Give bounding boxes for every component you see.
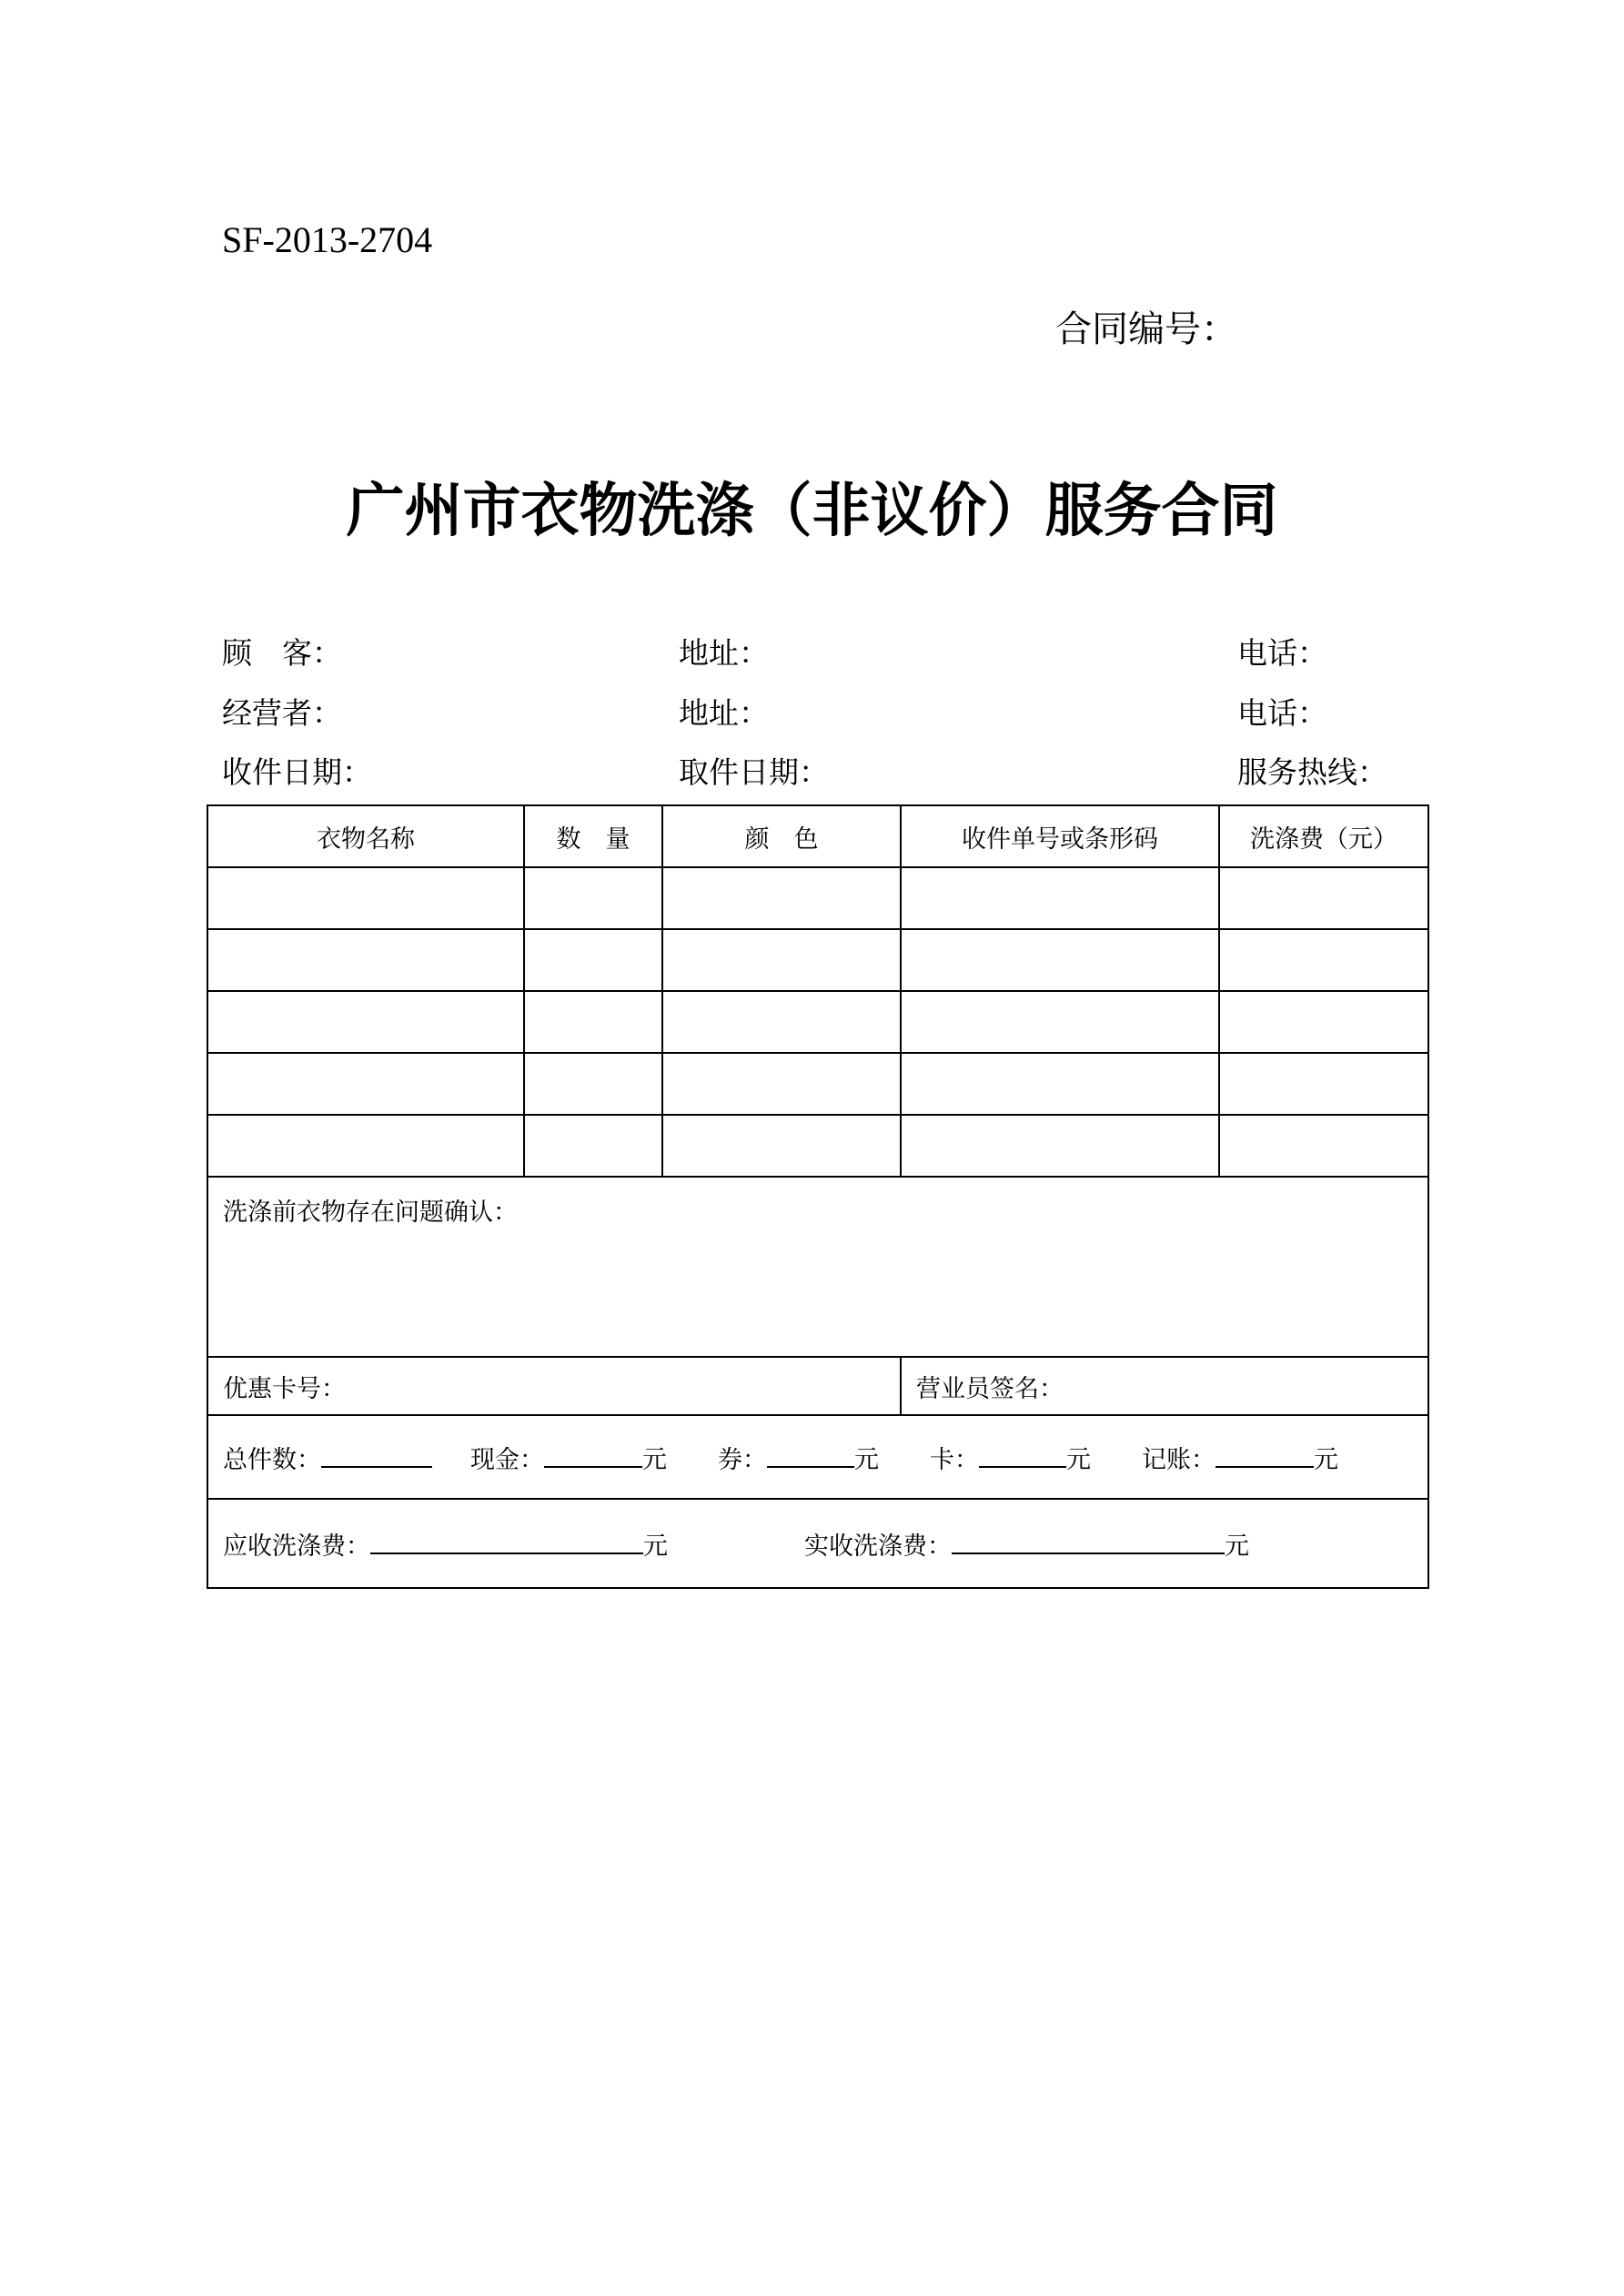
color-cell[interactable] (662, 929, 901, 991)
customer-label: 顾 客： (222, 635, 342, 671)
laundry-items-table (207, 804, 1429, 1589)
color-cell[interactable] (662, 1053, 901, 1115)
problem-confirmation-row (207, 1177, 1428, 1357)
payment-totals-row (207, 1415, 1428, 1499)
account-label: 记账： (1142, 1445, 1215, 1474)
problem-confirmation-field[interactable] (207, 1177, 1428, 1357)
receipt-number-cell[interactable] (901, 929, 1219, 991)
customer-phone-label: 电话： (1237, 635, 1327, 671)
contract-number-label: 合同编号： (1055, 308, 1237, 350)
voucher-group (718, 1446, 879, 1474)
quantity-cell[interactable] (524, 929, 662, 991)
fee-cell[interactable] (1219, 867, 1428, 929)
receipt-number-cell[interactable] (901, 1053, 1219, 1115)
table-row (207, 929, 1428, 991)
table-row (207, 1053, 1428, 1115)
document-code: SF-2013-2704 (222, 219, 433, 260)
column-header-color: 颜 色 (662, 805, 901, 867)
clerk-signature-label: 营业员签名： (916, 1374, 1064, 1403)
account-unit: 元 (1314, 1445, 1338, 1474)
received-fee-unit: 元 (1225, 1532, 1249, 1561)
table-row (207, 991, 1428, 1053)
card-unit: 元 (1066, 1445, 1091, 1474)
page-title: 广州市衣物洗涤（非议价）服务合同 (346, 478, 1278, 545)
card-blank[interactable] (979, 1446, 1066, 1468)
fees-cell (207, 1499, 1428, 1588)
column-header-quantity: 数 量 (524, 805, 662, 867)
operator-info-row (0, 690, 1624, 735)
cash-unit: 元 (642, 1445, 667, 1474)
voucher-label: 券： (718, 1445, 767, 1474)
column-header-laundry-fee: 洗涤费（元） (1219, 805, 1428, 867)
operator-label: 经营者： (222, 695, 342, 731)
fee-cell[interactable] (1219, 1115, 1428, 1177)
fee-cell[interactable] (1219, 1053, 1428, 1115)
quantity-cell[interactable] (524, 991, 662, 1053)
card-label: 卡： (930, 1445, 979, 1474)
fee-cell[interactable] (1219, 929, 1428, 991)
receivable-fee-unit: 元 (643, 1532, 668, 1561)
receive-date-label: 收件日期： (222, 754, 372, 790)
service-hotline-label: 服务热线： (1237, 754, 1387, 790)
clerk-signature-field[interactable] (901, 1357, 1428, 1415)
customer-info-row (0, 630, 1624, 675)
problem-confirmation-label: 洗涤前衣物存在问题确认： (223, 1199, 518, 1227)
receipt-number-cell[interactable] (901, 1115, 1219, 1177)
card-signature-row (207, 1357, 1428, 1415)
payment-totals-cell (207, 1415, 1428, 1499)
received-fee-group (804, 1532, 1249, 1561)
column-header-item-name: 衣物名称 (207, 805, 524, 867)
operator-phone-label: 电话： (1237, 695, 1327, 731)
cash-blank[interactable] (544, 1446, 642, 1468)
account-blank[interactable] (1215, 1446, 1314, 1468)
receivable-fee-label: 应收洗涤费： (223, 1532, 370, 1561)
column-header-receipt-number: 收件单号或条形码 (901, 805, 1219, 867)
card-group (930, 1446, 1091, 1474)
color-cell[interactable] (662, 867, 901, 929)
quantity-cell[interactable] (524, 1115, 662, 1177)
fees-row (207, 1499, 1428, 1588)
cash-label: 现金： (470, 1445, 544, 1474)
color-cell[interactable] (662, 1115, 901, 1177)
receivable-fee-group (223, 1532, 668, 1561)
voucher-unit: 元 (854, 1445, 879, 1474)
quantity-cell[interactable] (524, 1053, 662, 1115)
table-header-row (207, 805, 1428, 867)
table-row (207, 867, 1428, 929)
received-fee-label: 实收洗涤费： (804, 1532, 952, 1561)
color-cell[interactable] (662, 991, 901, 1053)
item-name-cell[interactable] (207, 991, 524, 1053)
voucher-blank[interactable] (767, 1446, 854, 1468)
date-info-row (0, 749, 1624, 794)
receipt-number-cell[interactable] (901, 991, 1219, 1053)
cash-group (470, 1446, 667, 1474)
item-name-cell[interactable] (207, 929, 524, 991)
total-items-label: 总件数： (223, 1445, 321, 1474)
discount-card-label: 优惠卡号： (223, 1374, 346, 1403)
account-group (1142, 1446, 1338, 1474)
quantity-cell[interactable] (524, 867, 662, 929)
fee-cell[interactable] (1219, 991, 1428, 1053)
pickup-date-label: 取件日期： (679, 754, 829, 790)
item-name-cell[interactable] (207, 867, 524, 929)
operator-address-label: 地址： (679, 695, 769, 731)
table-row (207, 1115, 1428, 1177)
received-fee-blank[interactable] (952, 1532, 1225, 1554)
item-name-cell[interactable] (207, 1115, 524, 1177)
item-name-cell[interactable] (207, 1053, 524, 1115)
total-items-blank[interactable] (321, 1446, 432, 1468)
total-items-group (223, 1446, 432, 1474)
customer-address-label: 地址： (679, 635, 769, 671)
receivable-fee-blank[interactable] (370, 1532, 643, 1554)
discount-card-field[interactable] (207, 1357, 901, 1415)
receipt-number-cell[interactable] (901, 867, 1219, 929)
